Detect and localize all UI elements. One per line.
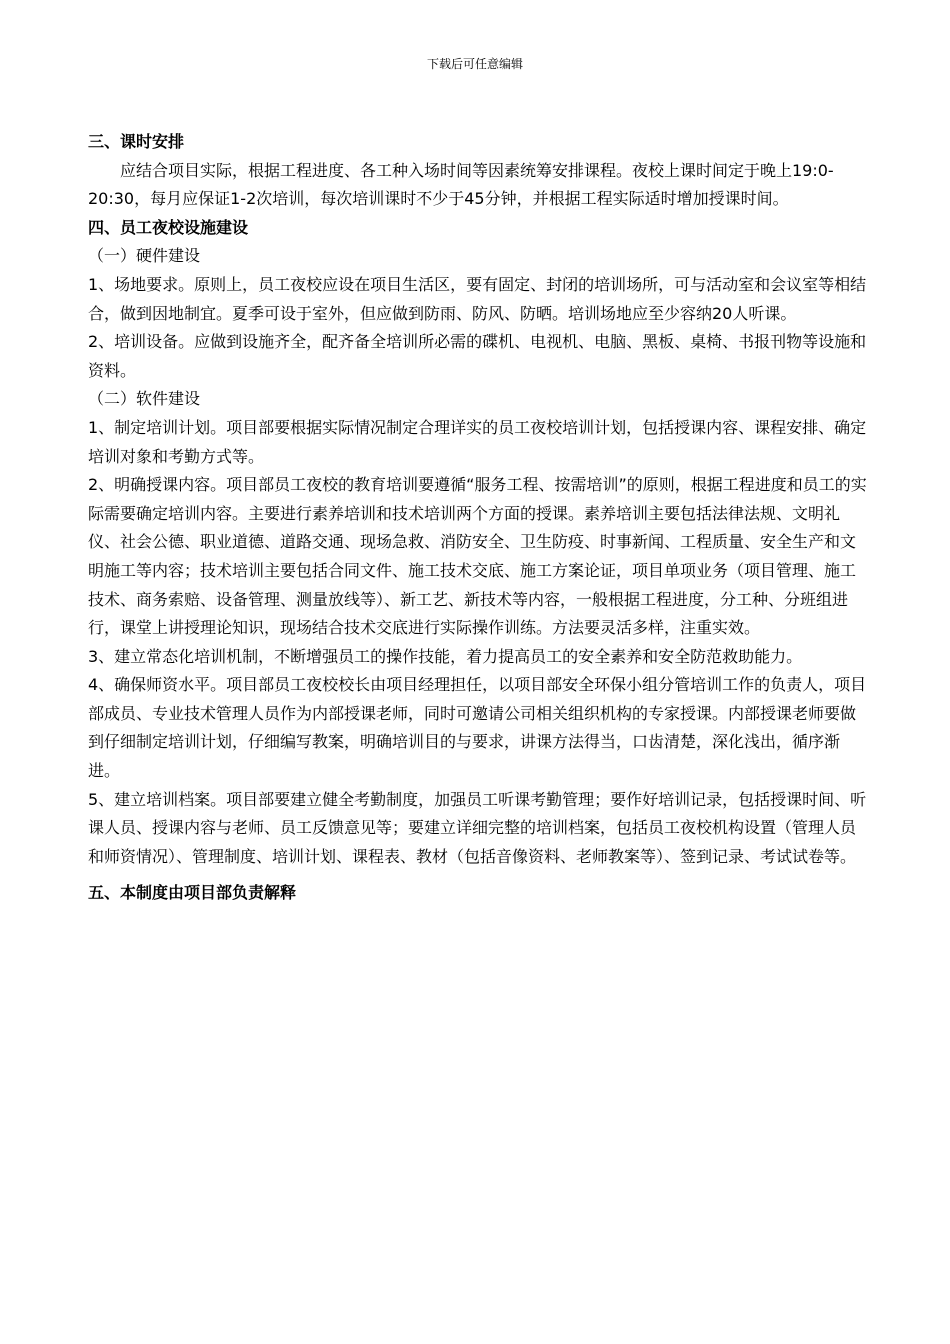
software-item-3: 3、建立常态化培训机制，不断增强员工的操作技能，着力提高员工的安全素养和安全防范救助能力。 [88,646,803,666]
hardware-subheading: （一）硬件建设 [88,246,201,266]
section-4-heading: 四、员工夜校设施建设 [88,217,249,237]
section-3-paragraph: 应结合项目实际，根据工程进度、各工种入场时间等因素统筹安排课程。夜校上课时间定于晚上19:0-20:30，每月应保证1-2次培训，每次培训课时不少于45分钟，并根据工程实际适时增加授课时间。 [88,160,834,209]
software-item-5: 5、建立培训档案。项目部要建立健全考勤制度，加强员工听课考勤管理；要作好培训记录，包括授课时间、听课人员、授课内容与老师、员工反馈意见等；要建立详细完整的培训档案，包括员工夜校机构设置（管理人员和师资情况）、管理制度、培训计划、课程表、教材（包括音像资料、老师教案等）、签到记录、考试试卷等。 [88,789,867,866]
software-subheading: （二）软件建设 [88,389,201,409]
software-item-2: 2、明确授课内容。项目部员工夜校的教育培训要遵循“服务工程、按需培训”的原则，根据工程进度和员工的实际需要确定培训内容。主要进行素养培训和技术培训两个方面的授课。素养培训主要包括法律法规、文明礼仪、社会公德、职业道德、道路交通、现场急救、消防安全、卫生防疫、时事新闻、工程质量、安全生产和文明施工等内容；技术培训主要包括合同文件、施工技术交底、施工方案论证，项目单项业务（项目管理、施工技术、商务索赔、设备管理、测量放线等）、新工艺、新技术等内容，一般根据工程进度，分工种、分班组进行，课堂上讲授理论知识，现场结合技术交底进行实际操作训练。方法要灵活多样，注重实效。 [88,475,867,638]
hardware-item-1: 1、场地要求。原则上，员工夜校应设在项目生活区，要有固定、封闭的培训场所，可与活动室和会议室等相结合，做到因地制宜。夏季可设于室外，但应做到防雨、防风、防晒。培训场地应至少容纳20人听课。 [88,274,867,323]
section-3-heading: 三、课时安排 [88,132,185,151]
page-header-note: 下载后可任意编辑 [426,57,523,71]
hardware-item-2: 2、培训设备。应做到设施齐全，配齐备全培训所必需的碟机、电视机、电脑、黑板、桌椅、书报刊物等设施和资料。 [88,332,867,380]
software-item-4: 4、确保师资水平。项目部员工夜校校长由项目经理担任，以项目部安全环保小组分管培训工作的负责人，项目部成员、专业技术管理人员作为内部授课老师，同时可邀请公司相关组织机构的专家授课。内部授课老师要做到仔细制定培训计划，仔细编写教案，明确培训目的与要求，讲课方法得当，口齿清楚，深化浅出，循序渐进。 [88,675,867,781]
document-body [88,128,868,908]
software-item-1: 1、制定培训计划。项目部要根据实际情况制定合理详实的员工夜校培训计划，包括授课内容、课程安排、确定培训对象和考勤方式等。 [88,417,867,466]
section-5-heading: 五、本制度由项目部负责解释 [88,883,297,903]
